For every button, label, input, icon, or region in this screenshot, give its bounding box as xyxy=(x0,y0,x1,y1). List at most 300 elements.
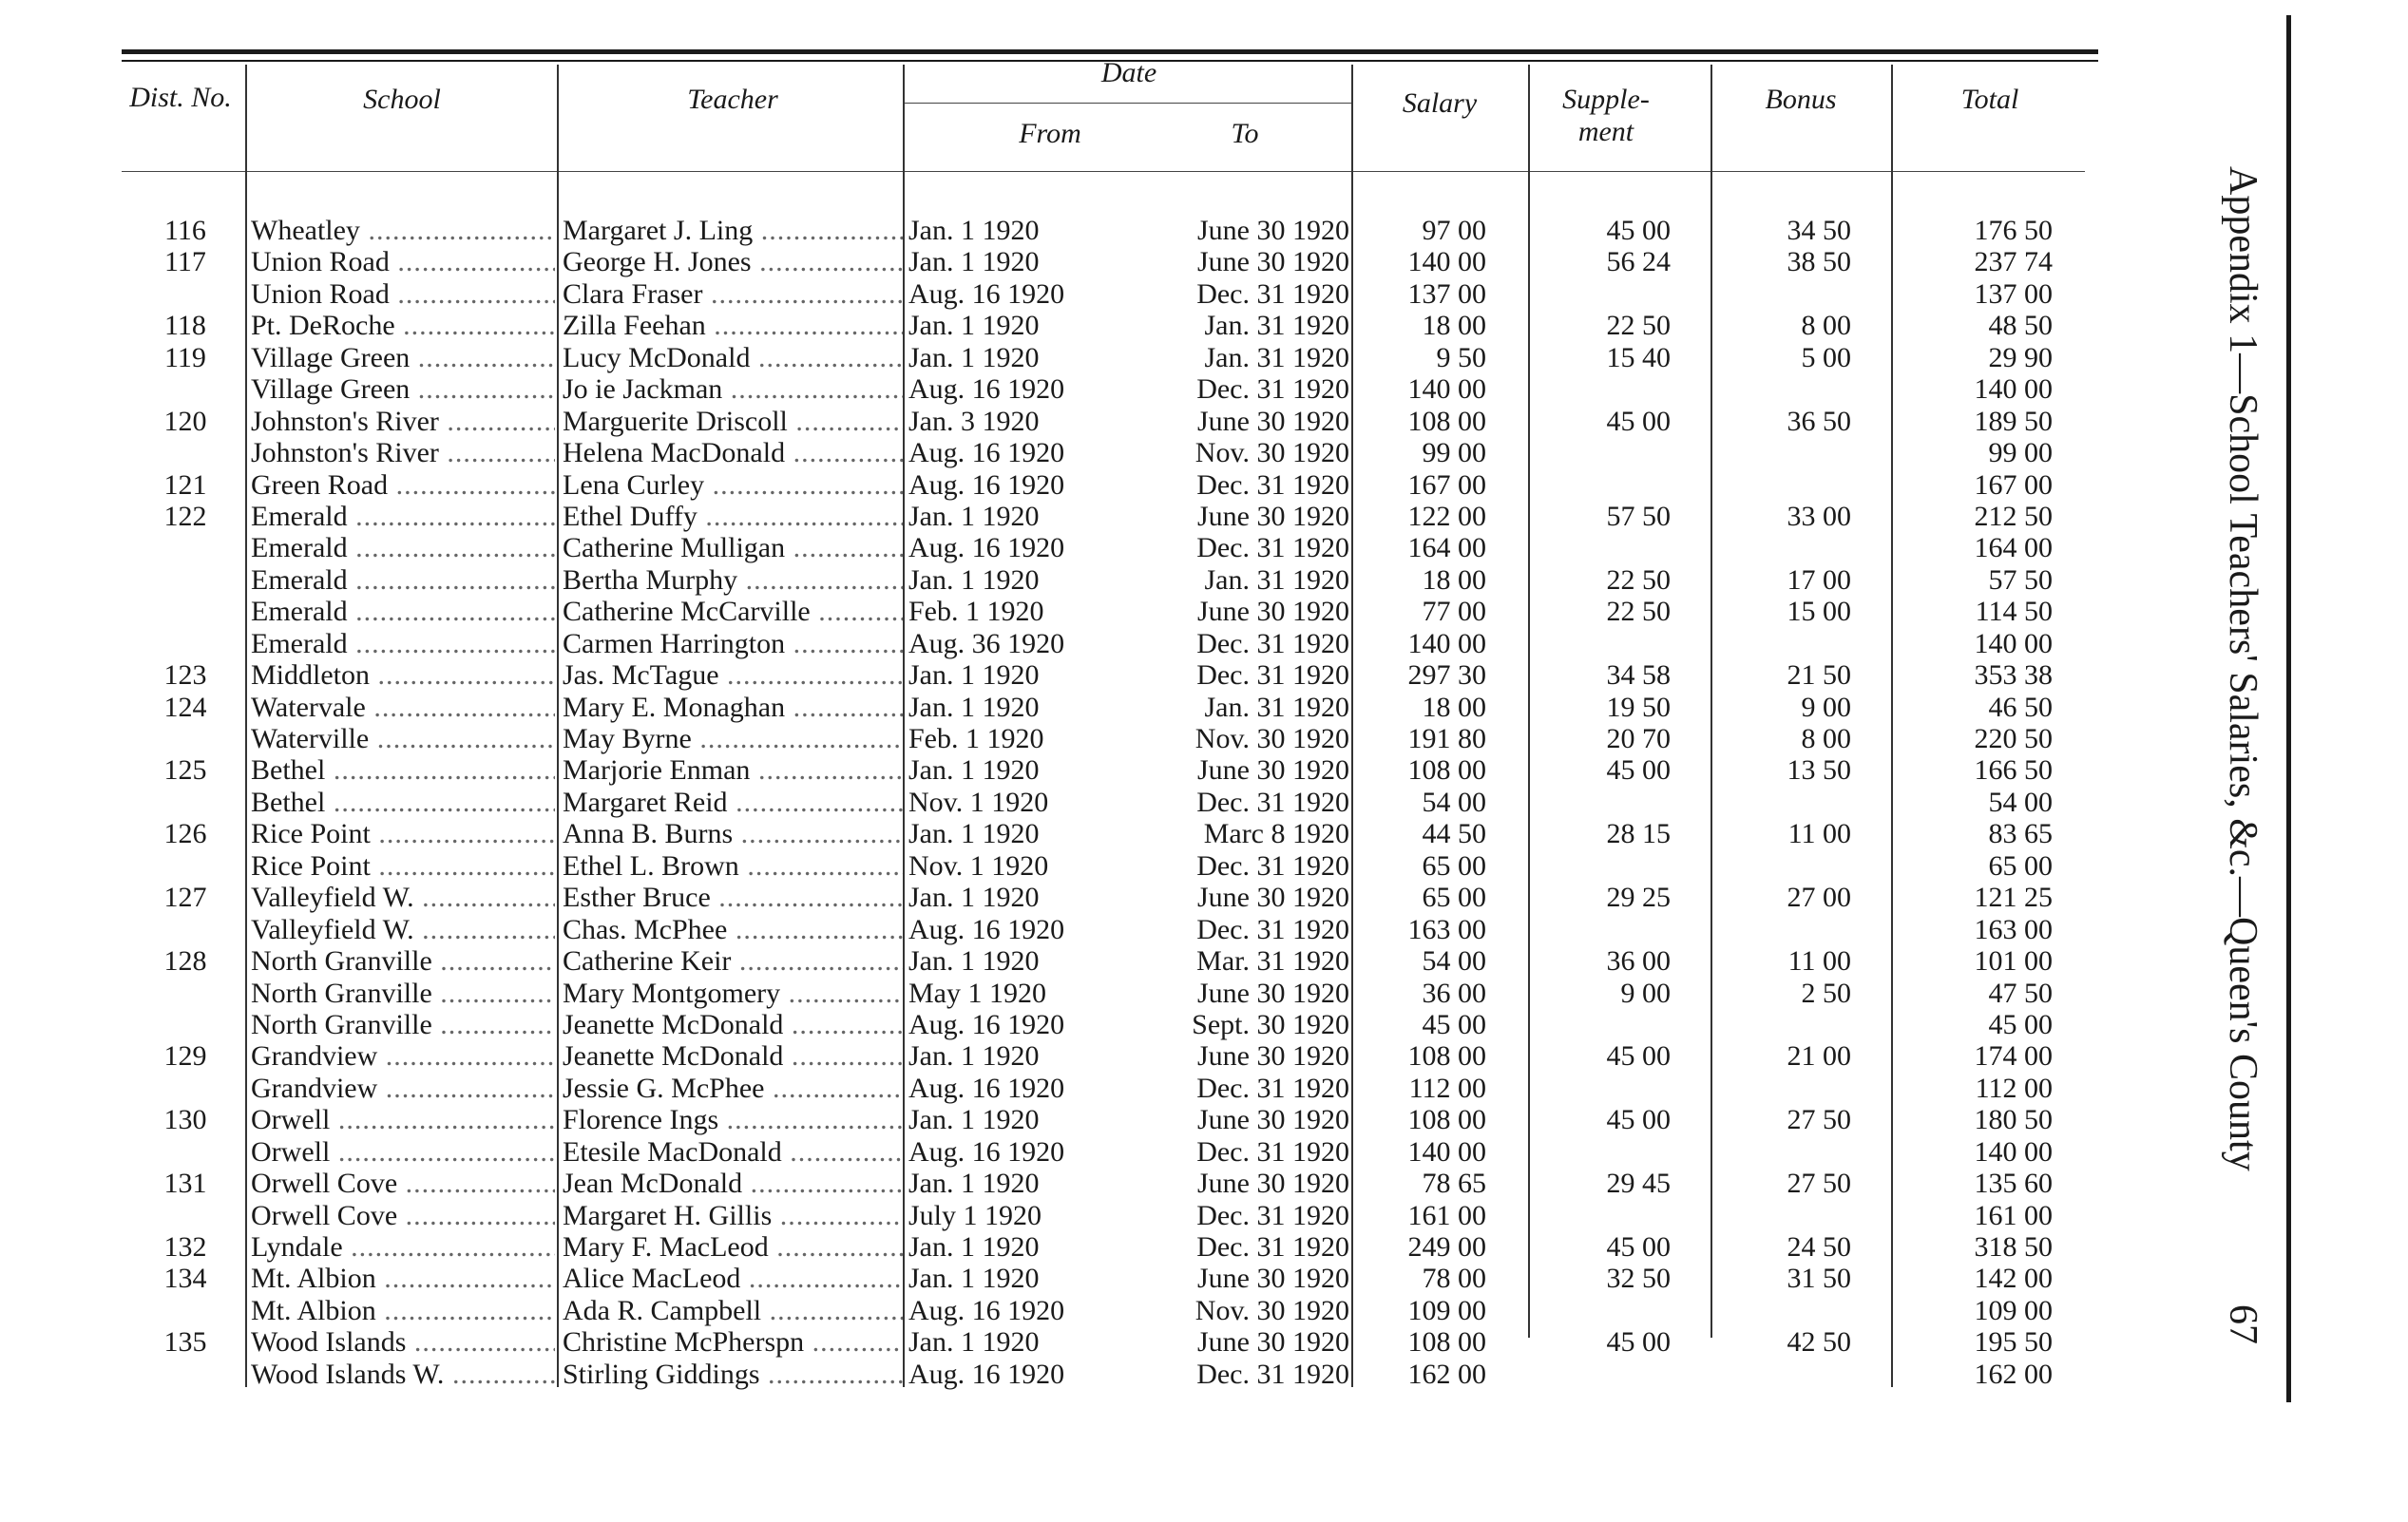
date-from-cell: Aug. 16 1920 xyxy=(908,1008,1065,1040)
teacher-cell: Lena Curley ..... xyxy=(563,469,903,501)
teacher-cell: Margaret H. Gillis ..... xyxy=(563,1200,903,1231)
total-cell: 163 00 xyxy=(1974,913,2053,945)
salary-cell: 108 00 xyxy=(1407,405,1486,437)
salary-cell: 249 00 xyxy=(1407,1231,1486,1263)
school-cell: Rice Point ..... xyxy=(251,818,555,849)
total-cell: 212 50 xyxy=(1974,500,2053,532)
teacher-cell: Bertha Murphy ..... xyxy=(563,564,903,596)
teacher-cell: Alice MacLeod ..... xyxy=(563,1263,903,1294)
school-cell: Emerald ..... xyxy=(251,628,555,659)
supplement-cell: 57 50 xyxy=(1606,500,1671,532)
total-cell: 135 60 xyxy=(1974,1168,2053,1200)
date-from-cell: Jan. 1 1920 xyxy=(908,500,1040,532)
dist-no-cell: 130 xyxy=(163,1104,207,1136)
table-row xyxy=(0,532,2186,563)
supplement-cell: 45 00 xyxy=(1606,405,1671,437)
dist-no-cell: 116 xyxy=(164,215,206,246)
teacher-cell: Catherine McCarville ..... xyxy=(563,596,903,627)
dist-no-cell: 124 xyxy=(163,691,207,723)
school-cell: Johnston's River ..... xyxy=(251,437,555,468)
total-cell: 180 50 xyxy=(1974,1104,2053,1136)
dist-no-cell: 131 xyxy=(163,1168,207,1200)
bonus-cell: 13 50 xyxy=(1787,754,1851,787)
salary-cell: 162 00 xyxy=(1407,1358,1486,1390)
dist-no-cell: 134 xyxy=(163,1263,207,1295)
total-cell: 142 00 xyxy=(1974,1263,2053,1295)
bonus-cell: 2 50 xyxy=(1801,977,1851,1009)
school-cell: Green Road ..... xyxy=(251,469,555,501)
teacher-cell: Chas. McPhee ..... xyxy=(563,914,903,945)
salary-cell: 65 00 xyxy=(1422,882,1486,914)
date-from-cell: Jan. 1 1920 xyxy=(908,1326,1040,1359)
school-cell: Grandview ..... xyxy=(251,1040,555,1072)
header-salary: Salary xyxy=(1402,87,1478,119)
school-cell: Bethel ..... xyxy=(251,754,555,786)
date-from-cell: Feb. 1 1920 xyxy=(908,596,1044,628)
date-to-cell: June 30 1920 xyxy=(1197,1040,1349,1073)
salary-cell: 164 00 xyxy=(1407,532,1486,564)
teacher-cell: Jeanette McDonald ..... xyxy=(563,1009,903,1040)
table-row xyxy=(0,978,2186,1009)
date-from-cell: Jan. 1 1920 xyxy=(908,659,1040,692)
supplement-cell: 22 50 xyxy=(1606,596,1671,628)
total-cell: 109 00 xyxy=(1974,1294,2053,1326)
table-row xyxy=(0,692,2186,723)
date-to-cell: Dec. 31 1920 xyxy=(1196,786,1349,818)
school-cell: Union Road ..... xyxy=(251,278,555,310)
table-row xyxy=(0,437,2186,468)
date-from-cell: Jan. 1 1920 xyxy=(908,691,1040,723)
dist-no-cell: 120 xyxy=(163,405,207,437)
total-cell: 48 50 xyxy=(1988,310,2053,342)
school-cell: Mt. Albion ..... xyxy=(251,1263,555,1294)
salary-cell: 108 00 xyxy=(1407,754,1486,787)
dist-no-cell: 132 xyxy=(163,1231,207,1263)
table-row xyxy=(0,406,2186,437)
table-row xyxy=(0,723,2186,754)
dist-no-cell: 121 xyxy=(163,468,207,501)
salary-cell: 108 00 xyxy=(1407,1104,1486,1136)
date-to-cell: June 30 1920 xyxy=(1197,596,1349,628)
table-row xyxy=(0,278,2186,310)
table-row xyxy=(0,882,2186,913)
total-cell: 189 50 xyxy=(1974,405,2053,437)
supplement-cell: 45 00 xyxy=(1606,1231,1671,1263)
salary-cell: 140 00 xyxy=(1407,627,1486,659)
header-school: School xyxy=(363,84,441,115)
salary-cell: 18 00 xyxy=(1422,691,1486,723)
salary-cell: 78 65 xyxy=(1422,1168,1486,1200)
school-cell: Lyndale ..... xyxy=(251,1231,555,1263)
table-row xyxy=(0,754,2186,786)
school-cell: Village Green ..... xyxy=(251,373,555,405)
table-row xyxy=(0,596,2186,627)
supplement-cell: 45 00 xyxy=(1606,1326,1671,1359)
dist-no-cell: 127 xyxy=(163,882,207,914)
teacher-cell: Carmen Harrington ..... xyxy=(563,628,903,659)
table-row xyxy=(0,342,2186,373)
table-row xyxy=(0,1073,2186,1104)
supplement-cell: 9 00 xyxy=(1620,977,1671,1009)
date-from-cell: Jan. 1 1920 xyxy=(908,246,1040,278)
date-from-cell: Aug. 16 1920 xyxy=(908,437,1065,469)
bonus-cell: 36 50 xyxy=(1787,405,1851,437)
salary-table-body xyxy=(0,215,2186,1390)
school-cell: Pt. DeRoche ..... xyxy=(251,310,555,341)
header-bottom-rule xyxy=(122,171,2085,172)
date-to-cell: June 30 1920 xyxy=(1197,500,1349,532)
date-to-cell: Mar. 31 1920 xyxy=(1196,945,1349,978)
school-cell: Orwell ..... xyxy=(251,1104,555,1135)
header-date: Date xyxy=(1100,57,1157,88)
salary-cell: 18 00 xyxy=(1422,310,1486,342)
dist-no-cell: 122 xyxy=(163,500,207,532)
school-cell: Waterville ..... xyxy=(251,723,555,754)
bonus-cell: 34 50 xyxy=(1787,215,1851,246)
total-cell: 140 00 xyxy=(1974,1135,2053,1168)
date-from-cell: Jan. 1 1920 xyxy=(908,1104,1040,1136)
date-to-cell: June 30 1920 xyxy=(1197,405,1349,437)
date-from-cell: Aug. 36 1920 xyxy=(908,627,1065,659)
teacher-cell: Jas. McTague ..... xyxy=(563,659,903,691)
header-to: To xyxy=(1231,118,1259,149)
supplement-cell: 34 58 xyxy=(1606,659,1671,692)
salary-cell: 191 80 xyxy=(1407,723,1486,754)
salary-cell: 54 00 xyxy=(1422,945,1486,978)
date-to-cell: Dec. 31 1920 xyxy=(1196,1358,1349,1390)
supplement-cell: 29 25 xyxy=(1606,882,1671,914)
teacher-cell: Etesile MacDonald ..... xyxy=(563,1136,903,1168)
school-cell: Orwell Cove ..... xyxy=(251,1168,555,1199)
date-to-cell: Jan. 31 1920 xyxy=(1204,691,1349,723)
total-cell: 83 65 xyxy=(1988,818,2053,850)
date-from-cell: Jan. 1 1920 xyxy=(908,882,1040,914)
header-supplement: Supple- ment xyxy=(1562,84,1650,147)
bonus-cell: 8 00 xyxy=(1801,310,1851,342)
total-cell: 114 50 xyxy=(1975,596,2053,628)
table-row xyxy=(0,246,2186,277)
date-to-cell: Dec. 31 1920 xyxy=(1196,1199,1349,1231)
salary-cell: 44 50 xyxy=(1422,818,1486,850)
date-header-rule xyxy=(905,103,1353,104)
page-number: 67 xyxy=(2221,1304,2265,1344)
side-heading: Appendix 1—School Teachers' Salaries, &c.—Queen's County xyxy=(2221,166,2265,1171)
date-from-cell: Jan. 1 1920 xyxy=(908,341,1040,373)
date-to-cell: Jan. 31 1920 xyxy=(1204,310,1349,342)
dist-no-cell: 128 xyxy=(163,945,207,978)
total-cell: 220 50 xyxy=(1974,723,2053,754)
table-row xyxy=(0,1200,2186,1231)
total-cell: 54 00 xyxy=(1988,786,2053,818)
salary-cell: 54 00 xyxy=(1422,786,1486,818)
supplement-cell: 45 00 xyxy=(1606,215,1671,246)
total-cell: 65 00 xyxy=(1988,849,2053,882)
date-from-cell: Aug. 16 1920 xyxy=(908,1072,1065,1104)
supplement-cell: 22 50 xyxy=(1606,563,1671,596)
bonus-cell: 8 00 xyxy=(1801,723,1851,754)
bonus-cell: 27 00 xyxy=(1787,882,1851,914)
school-cell: Union Road ..... xyxy=(251,246,555,277)
table-row xyxy=(0,1295,2186,1326)
table-row xyxy=(0,1326,2186,1358)
teacher-cell: Jessie G. McPhee ..... xyxy=(563,1073,903,1104)
table-row xyxy=(0,469,2186,501)
teacher-cell: May Byrne ..... xyxy=(563,723,903,754)
table-row xyxy=(0,850,2186,882)
date-to-cell: Nov. 30 1920 xyxy=(1194,723,1349,754)
total-cell: 140 00 xyxy=(1974,373,2053,406)
table-row xyxy=(0,501,2186,532)
table-row xyxy=(0,1136,2186,1168)
salary-cell: 109 00 xyxy=(1407,1294,1486,1326)
salary-cell: 140 00 xyxy=(1407,373,1486,406)
total-cell: 57 50 xyxy=(1988,563,2053,596)
header-total: Total xyxy=(1960,84,2019,115)
salary-cell: 140 00 xyxy=(1407,246,1486,278)
salary-cell: 163 00 xyxy=(1407,913,1486,945)
date-to-cell: Dec. 31 1920 xyxy=(1196,277,1349,310)
bonus-cell: 11 00 xyxy=(1787,945,1851,978)
table-row xyxy=(0,659,2186,691)
total-cell: 46 50 xyxy=(1988,691,2053,723)
salary-cell: 167 00 xyxy=(1407,468,1486,501)
salary-cell: 112 00 xyxy=(1408,1072,1486,1104)
running-head xyxy=(2214,166,2271,1344)
date-from-cell: Jan. 1 1920 xyxy=(908,1040,1040,1073)
salary-cell: 9 50 xyxy=(1436,341,1486,373)
salary-cell: 78 00 xyxy=(1422,1263,1486,1295)
teacher-cell: Margaret Reid ..... xyxy=(563,787,903,818)
bonus-cell: 15 00 xyxy=(1787,596,1851,628)
date-to-cell: Marc 8 1920 xyxy=(1203,818,1349,850)
date-from-cell: Aug. 16 1920 xyxy=(908,468,1065,501)
school-cell: Valleyfield W. ..... xyxy=(251,914,555,945)
teacher-cell: Jeanette McDonald ..... xyxy=(563,1040,903,1072)
teacher-cell: Esther Bruce ..... xyxy=(563,882,903,913)
table-row xyxy=(0,1359,2186,1390)
salary-cell: 77 00 xyxy=(1422,596,1486,628)
teacher-cell: Mary Montgomery ..... xyxy=(563,978,903,1009)
total-cell: 195 50 xyxy=(1974,1326,2053,1359)
date-from-cell: Jan. 1 1920 xyxy=(908,1231,1040,1263)
dist-no-cell: 135 xyxy=(163,1326,207,1359)
date-from-cell: Jan. 1 1920 xyxy=(908,818,1040,850)
supplement-cell: 20 70 xyxy=(1606,723,1671,754)
teacher-cell: Margaret J. Ling ..... xyxy=(563,215,903,246)
date-to-cell: Jan. 31 1920 xyxy=(1204,341,1349,373)
date-from-cell: Jan. 1 1920 xyxy=(908,215,1040,246)
date-from-cell: Aug. 16 1920 xyxy=(908,1358,1065,1390)
date-from-cell: Jan. 1 1920 xyxy=(908,945,1040,978)
teacher-cell: Ada R. Campbell ..... xyxy=(563,1295,903,1326)
date-to-cell: June 30 1920 xyxy=(1197,215,1349,246)
date-from-cell: May 1 1920 xyxy=(908,977,1046,1009)
side-rule xyxy=(2286,15,2291,1402)
total-cell: 174 00 xyxy=(1974,1040,2053,1073)
teacher-cell: Ethel L. Brown ..... xyxy=(563,850,903,882)
school-cell: Grandview ..... xyxy=(251,1073,555,1104)
date-from-cell: Aug. 16 1920 xyxy=(908,1135,1065,1168)
date-to-cell: Dec. 31 1920 xyxy=(1196,468,1349,501)
teacher-cell: Mary E. Monaghan ..... xyxy=(563,692,903,723)
total-cell: 140 00 xyxy=(1974,627,2053,659)
teacher-cell: Clara Fraser ..... xyxy=(563,278,903,310)
salary-cell: 18 00 xyxy=(1422,563,1486,596)
table-row xyxy=(0,628,2186,659)
supplement-cell: 56 24 xyxy=(1606,246,1671,278)
bonus-cell: 11 00 xyxy=(1787,818,1851,850)
salary-cell: 161 00 xyxy=(1407,1199,1486,1231)
salary-cell: 108 00 xyxy=(1407,1326,1486,1359)
school-cell: North Granville ..... xyxy=(251,978,555,1009)
table-row xyxy=(0,1040,2186,1072)
school-cell: Watervale ..... xyxy=(251,692,555,723)
header-from: From xyxy=(1019,118,1081,149)
date-to-cell: June 30 1920 xyxy=(1197,1263,1349,1295)
date-from-cell: Aug. 16 1920 xyxy=(908,373,1065,406)
total-cell: 318 50 xyxy=(1974,1231,2053,1263)
date-to-cell: June 30 1920 xyxy=(1197,882,1349,914)
date-from-cell: Feb. 1 1920 xyxy=(908,723,1044,754)
school-cell: Bethel ..... xyxy=(251,787,555,818)
total-cell: 237 74 xyxy=(1974,246,2053,278)
date-to-cell: Nov. 30 1920 xyxy=(1194,437,1349,469)
salary-cell: 137 00 xyxy=(1407,277,1486,310)
bonus-cell: 5 00 xyxy=(1801,341,1851,373)
total-cell: 353 38 xyxy=(1974,659,2053,692)
date-from-cell: Nov. 1 1920 xyxy=(908,786,1049,818)
table-row xyxy=(0,310,2186,341)
table-row xyxy=(0,1168,2186,1199)
date-to-cell: June 30 1920 xyxy=(1197,1168,1349,1200)
date-to-cell: Dec. 31 1920 xyxy=(1196,849,1349,882)
date-from-cell: Aug. 16 1920 xyxy=(908,1294,1065,1326)
total-cell: 101 00 xyxy=(1974,945,2053,978)
teacher-cell: Mary F. MacLeod ..... xyxy=(563,1231,903,1263)
bonus-cell: 33 00 xyxy=(1787,500,1851,532)
date-from-cell: Jan. 1 1920 xyxy=(908,563,1040,596)
salary-cell: 45 00 xyxy=(1422,1008,1486,1040)
date-from-cell: Jan. 1 1920 xyxy=(908,1168,1040,1200)
date-to-cell: June 30 1920 xyxy=(1197,1326,1349,1359)
bonus-cell: 27 50 xyxy=(1787,1104,1851,1136)
header-teacher: Teacher xyxy=(687,84,778,115)
total-cell: 167 00 xyxy=(1974,468,2053,501)
date-to-cell: Dec. 31 1920 xyxy=(1196,1231,1349,1263)
salary-cell: 97 00 xyxy=(1422,215,1486,246)
teacher-cell: Catherine Keir ..... xyxy=(563,945,903,977)
school-cell: Village Green ..... xyxy=(251,342,555,373)
salary-cell: 122 00 xyxy=(1407,500,1486,532)
teacher-cell: Catherine Mulligan ..... xyxy=(563,532,903,563)
school-cell: Orwell Cove ..... xyxy=(251,1200,555,1231)
date-to-cell: June 30 1920 xyxy=(1197,1104,1349,1136)
teacher-cell: Stirling Giddings ..... xyxy=(563,1359,903,1390)
date-to-cell: Dec. 31 1920 xyxy=(1196,913,1349,945)
date-to-cell: Sept. 30 1920 xyxy=(1192,1008,1349,1040)
teacher-cell: Zilla Feehan ..... xyxy=(563,310,903,341)
supplement-cell: 19 50 xyxy=(1606,691,1671,723)
supplement-cell: 22 50 xyxy=(1606,310,1671,342)
supplement-cell: 32 50 xyxy=(1606,1263,1671,1295)
school-cell: Wood Islands W. ..... xyxy=(251,1359,555,1390)
school-cell: Valleyfield W. ..... xyxy=(251,882,555,913)
school-cell: Emerald ..... xyxy=(251,564,555,596)
dist-no-cell: 119 xyxy=(164,341,206,373)
supplement-cell: 29 45 xyxy=(1606,1168,1671,1200)
top-rule-thick xyxy=(122,49,2098,54)
teacher-cell: Christine McPherspn ..... xyxy=(563,1326,903,1358)
teacher-cell: Ethel Duffy ..... xyxy=(563,501,903,532)
school-cell: North Granville ..... xyxy=(251,1009,555,1040)
table-row xyxy=(0,818,2186,849)
table-row xyxy=(0,787,2186,818)
total-cell: 47 50 xyxy=(1988,977,2053,1009)
bonus-cell: 9 00 xyxy=(1801,691,1851,723)
total-cell: 162 00 xyxy=(1974,1358,2053,1390)
salary-cell: 108 00 xyxy=(1407,1040,1486,1073)
salary-cell: 140 00 xyxy=(1407,1135,1486,1168)
supplement-cell: 45 00 xyxy=(1606,1104,1671,1136)
table-row xyxy=(0,914,2186,945)
salary-cell: 65 00 xyxy=(1422,849,1486,882)
date-to-cell: Dec. 31 1920 xyxy=(1196,532,1349,564)
header-bonus: Bonus xyxy=(1765,84,1837,115)
total-cell: 45 00 xyxy=(1988,1008,2053,1040)
table-row xyxy=(0,1263,2186,1294)
school-cell: Orwell ..... xyxy=(251,1136,555,1168)
total-cell: 176 50 xyxy=(1974,215,2053,246)
teacher-cell: Florence Ings ..... xyxy=(563,1104,903,1135)
table-row xyxy=(0,945,2186,977)
supplement-cell: 45 00 xyxy=(1606,1040,1671,1073)
supplement-cell: 28 15 xyxy=(1606,818,1671,850)
total-cell: 166 50 xyxy=(1974,754,2053,787)
dist-no-cell: 123 xyxy=(163,659,207,692)
bonus-cell: 24 50 xyxy=(1787,1231,1851,1263)
date-from-cell: Aug. 16 1920 xyxy=(908,913,1065,945)
teacher-cell: George H. Jones ..... xyxy=(563,246,903,277)
teacher-cell: Jo ie Jackman ..... xyxy=(563,373,903,405)
school-cell: Rice Point ..... xyxy=(251,850,555,882)
supplement-cell: 15 40 xyxy=(1606,341,1671,373)
date-from-cell: Nov. 1 1920 xyxy=(908,849,1049,882)
date-from-cell: Jan. 1 1920 xyxy=(908,310,1040,342)
table-row xyxy=(0,373,2186,405)
bonus-cell: 21 00 xyxy=(1787,1040,1851,1073)
date-to-cell: Dec. 31 1920 xyxy=(1196,659,1349,692)
date-to-cell: Dec. 31 1920 xyxy=(1196,1072,1349,1104)
date-from-cell: Jan. 1 1920 xyxy=(908,1263,1040,1295)
school-cell: Emerald ..... xyxy=(251,532,555,563)
date-to-cell: Dec. 31 1920 xyxy=(1196,627,1349,659)
bonus-cell: 21 50 xyxy=(1787,659,1851,692)
dist-no-cell: 129 xyxy=(163,1040,207,1073)
date-from-cell: Aug. 16 1920 xyxy=(908,532,1065,564)
bonus-cell: 27 50 xyxy=(1787,1168,1851,1200)
total-cell: 99 00 xyxy=(1988,437,2053,469)
bonus-cell: 38 50 xyxy=(1787,246,1851,278)
school-cell: Emerald ..... xyxy=(251,501,555,532)
header-dist-no: Dist. No. xyxy=(129,82,232,113)
school-cell: Wheatley ..... xyxy=(251,215,555,246)
school-cell: North Granville ..... xyxy=(251,945,555,977)
dist-no-cell: 126 xyxy=(163,818,207,850)
total-cell: 29 90 xyxy=(1988,341,2053,373)
school-cell: Wood Islands ..... xyxy=(251,1326,555,1358)
date-from-cell: Jan. 1 1920 xyxy=(908,754,1040,787)
table-row xyxy=(0,215,2186,246)
